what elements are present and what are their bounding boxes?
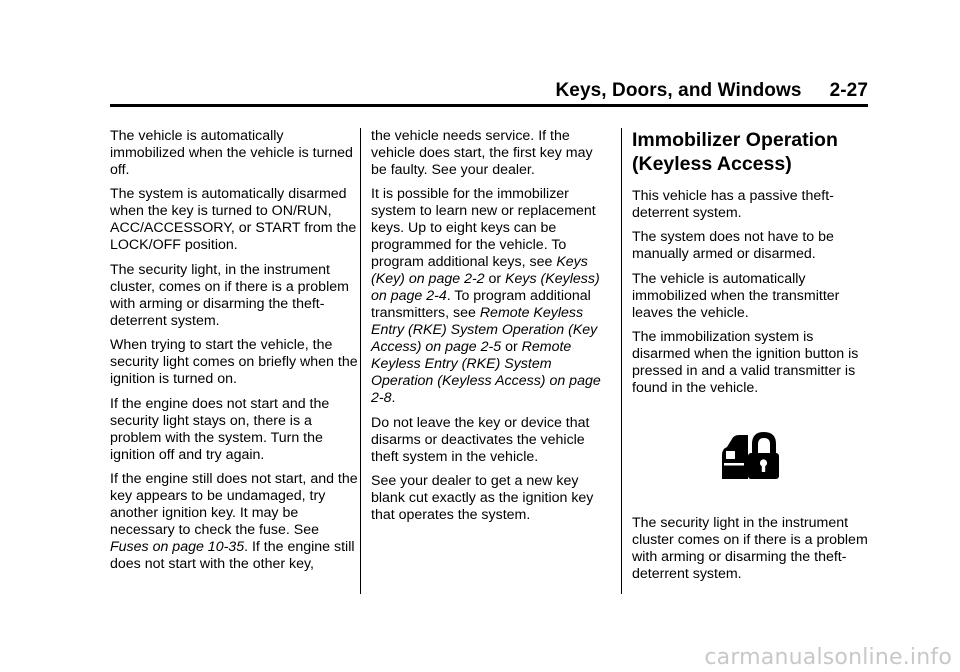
security-light-car-padlock-icon <box>720 429 780 481</box>
column-1 <box>110 128 358 580</box>
column-divider-1 <box>360 128 361 594</box>
paragraph: The security light in the instrument cluster comes on if there is a problem with arming or disarming the theft-deterrent system. <box>632 514 868 582</box>
text-run: If the engine still does not start, and the key appears to be undamaged, try another ignition key. It may be necessary to check the fuse. See <box>110 470 358 538</box>
running-header <box>530 80 868 102</box>
text-run: or <box>501 339 522 356</box>
cross-reference-link[interactable]: Fuses on page 10-35 <box>110 538 245 555</box>
column-divider-2 <box>621 128 622 594</box>
page-number: 2-27 <box>829 80 868 101</box>
text-run: . <box>391 390 396 407</box>
paragraph: The security light, in the instrument cluster, comes on if there is a problem with arming or disarming the theft-deterrent system. <box>110 261 349 329</box>
paragraph: See your dealer to get a new key blank cut exactly as the ignition key that operates the system. <box>371 473 594 524</box>
section-title: Immobilizer Operation (Keyless Access) <box>632 129 838 175</box>
column-3 <box>632 128 868 590</box>
paragraph: When trying to start the vehicle, the security light comes on briefly when the ignition is turned on. <box>110 337 358 388</box>
paragraph: The system does not have to be manually armed or disarmed. <box>632 229 834 263</box>
paragraph: The immobilization system is disarmed when the ignition button is pressed in and a valid transmitter is found in the vehicle. <box>632 329 859 397</box>
paragraph <box>371 186 611 407</box>
header-rule <box>110 104 868 107</box>
paragraph <box>110 471 358 573</box>
text-run: or <box>484 271 506 288</box>
paragraph: This vehicle has a passive theft-deterrent system. <box>632 188 834 221</box>
paragraph: If the engine does not start and the security light stays on, there is a problem with the system. Turn the ignition off and try again. <box>110 395 330 463</box>
column-2 <box>371 128 611 532</box>
paragraph: Do not leave the key or device that disarms or deactivates the vehicle theft system in the vehicle. <box>371 414 590 465</box>
cross-reference-link[interactable]: Remote Keyless Entry (RKE) System Operation (Key Access) on page 2-5 <box>371 305 598 356</box>
text-run: It is possible for the immobilizer system to learn new or replacement keys. Up to eight keys can be programmed for the vehicle. To program additional keys, see <box>371 186 596 271</box>
text-run: . If the engine still does not start with the other key, <box>110 538 355 572</box>
icon-container <box>632 405 868 505</box>
paragraph: The vehicle is automatically immobilized when the vehicle is turned off. <box>110 128 353 178</box>
cross-reference-link[interactable]: Keys (Key) on page 2-2 <box>371 254 588 288</box>
watermark: carmanualsonline.info <box>704 645 952 670</box>
header-title: Keys, Doors, and Windows <box>555 80 802 101</box>
cross-reference-link[interactable]: Keys (Keyless) on page 2-4 <box>371 271 600 305</box>
cross-reference-link[interactable]: Remote Keyless Entry (RKE) System Operation (Keyless Access) on page 2-8 <box>371 339 601 407</box>
paragraph: The system is automatically disarmed when the key is turned to ON/RUN, ACC/ACCESSORY, or START from the LOCK/OFF position. <box>110 186 357 254</box>
paragraph: the vehicle needs service. If the vehicle does start, the first key may be faulty. See your dealer. <box>371 128 593 178</box>
text-run: . To program additional transmitters, see <box>371 288 591 322</box>
paragraph: The vehicle is automatically immobilized when the transmitter leaves the vehicle. <box>632 270 840 321</box>
